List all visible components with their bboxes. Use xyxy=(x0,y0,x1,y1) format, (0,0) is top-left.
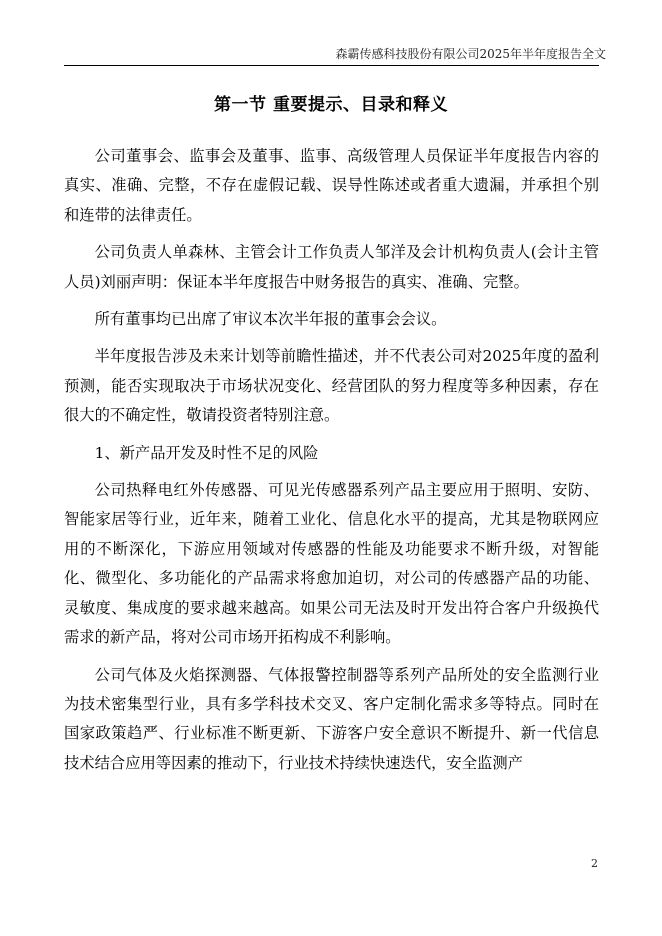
paragraph-board-guarantee: 公司董事会、监事会及董事、监事、高级管理人员保证半年度报告内容的真实、准确、完整，不存在虚假记载、误导性陈述或者重大遗漏，并承担个别和连带的法律责任。 xyxy=(64,147,599,224)
paragraph-safety-monitoring-risk: 公司气体及火焰探测器、气体报警控制器等系列产品所处的安全监测行业为技术密集型行业，具有多学科技术交叉、客户定制化需求多等特点。同时在国家政策趋严、行业标准不断更新、下游客户安全意识不断提升、新一代信息技术结合应用等因素的推动下，行业技术持续快速迭代，安全监测产 xyxy=(64,665,599,772)
body-text xyxy=(64,142,599,786)
paragraph-responsible-persons: 公司负责人单森林、主管会计工作负责人邹洋及会计机构负责人(会计主管人员)刘丽声明：保证本半年度报告中财务报告的真实、准确、完整。 xyxy=(64,243,599,291)
header-divider xyxy=(64,65,599,66)
report-header-title: 森霸传感科技股份有限公司2025年半年度报告全文 xyxy=(335,47,606,61)
page-number: 2 xyxy=(591,857,598,870)
paragraph-sensor-risk: 公司热释电红外传感器、可见光传感器系列产品主要应用于照明、安防、智能家居等行业，近年来，随着工业化、信息化水平的提高，尤其是物联网应用的不断深化，下游应用领域对传感器的性能及功能要求不断升级，对智能化、微型化、多功能化的产品需求将愈加迫切，对公司的传感器产品的功能、灵敏度、集成度的要求越来越高。如果公司无法及时开发出符合客户升级换代需求的新产品，将对公司市场开拓构成不利影响。 xyxy=(64,481,599,647)
section-title: 第一节 重要提示、目录和释义 xyxy=(214,95,448,115)
paragraph-directors-attendance: 所有董事均已出席了审议本次半年报的董事会会议。 xyxy=(94,310,447,329)
risk-heading-new-product: 1、新产品开发及时性不足的风险 xyxy=(94,443,319,462)
paragraph-forward-looking: 半年度报告涉及未来计划等前瞻性描述，并不代表公司对2025年度的盈利预测，能否实现取决于市场状况变化、经营团队的努力程度等多种因素，存在很大的不确定性，敬请投资者特别注意。 xyxy=(64,347,599,425)
